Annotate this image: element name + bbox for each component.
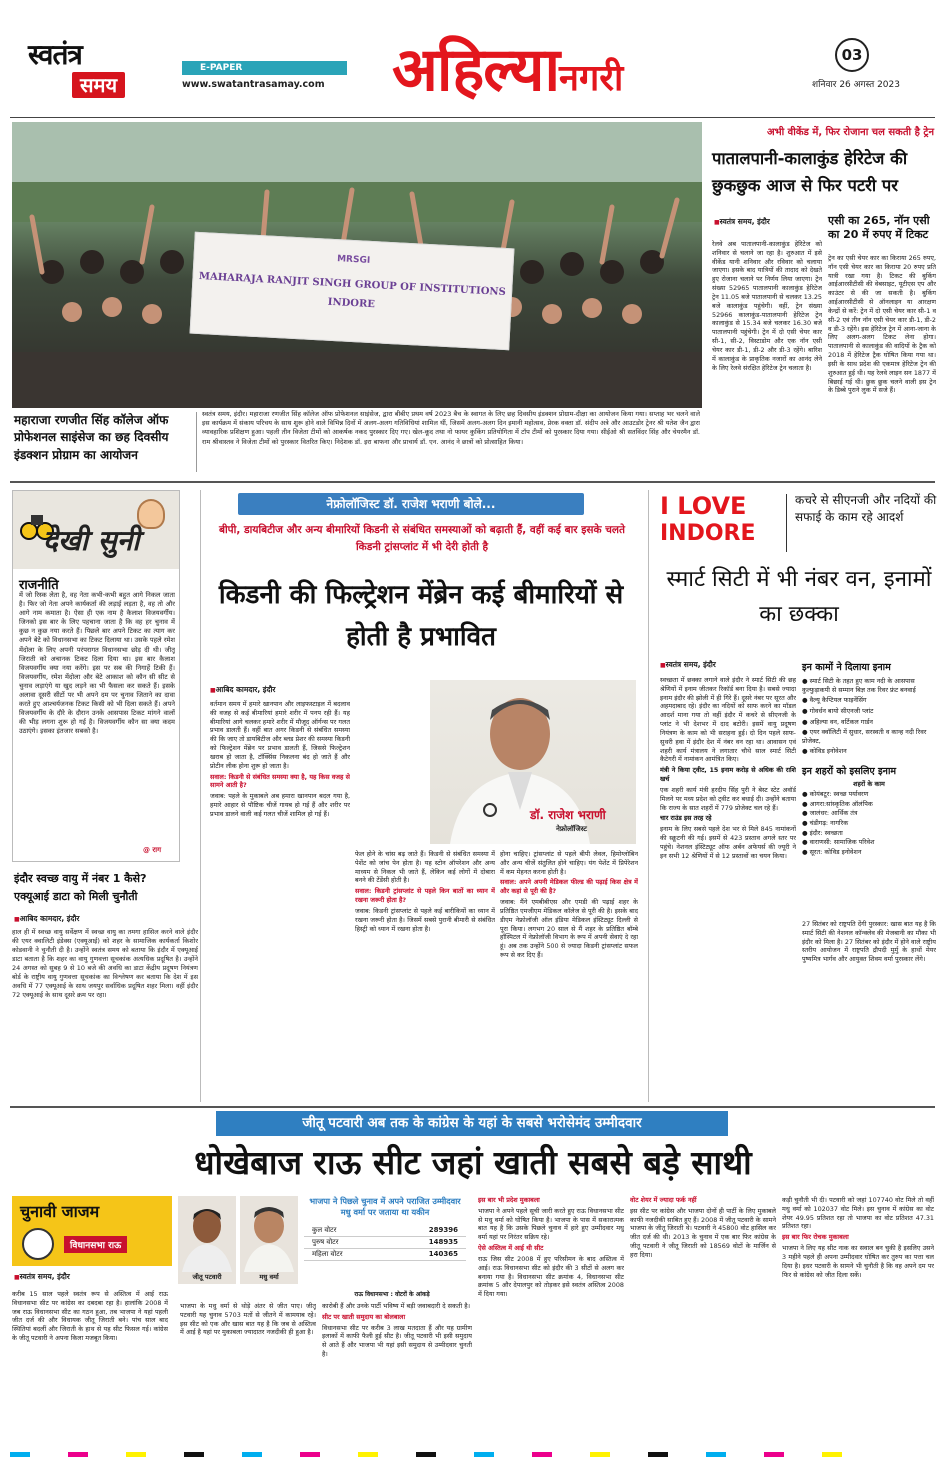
train-byline: ■ स्वतंत्र समय, इंदौर [714, 217, 770, 227]
smartcity-sub2: चार राउंड इस तरह रहे [660, 814, 712, 823]
list-item: ● वाराणसी: सामाजिक परिवेश [802, 838, 875, 847]
congress-col3-box [322, 1302, 472, 1442]
train-col2: ट्रेन का एसी चेयर कार का किराया 265 रुपए, नॉन एसी चेयर कार का किराया 20 रुपए प्रति यात्री रखा गया है। टिकट की बुकिंग आईआरसीटीसी की वेबसाइट, यूटीएस एप और काउंटर से की जा सकती है। बुकिंग आईआरसीटीसी से ऑनलाइन या आरक्षण केन्द्रों से करें: ट्रेन में दो एसी चेयर कार सी-1 व सी-2 एवं तीन नॉन एसी चेयर कार डी-1, डी-2 व डी-3 रहेंगे। इस हेरिटेज ट्रेन में आना-जाना के लिए अलग-अलग टिकट लेना होगा। पातालपानी से कालाकुंड की वादियों के ट्रैक को 2018 में हेरिटेज ट्रैक घोषित किया गया था। इसी के साथ प्रदेश की एकमात्र हेरिटेज ट्रेन की शुरुआत हुई थी। यह रेलवे लाइन सन 1877 में बिछाई गई थी। छुक छुक चलने वाली इस ट्रेन के डिब्बे पुराने लुक में सजे हैं। [828, 254, 936, 395]
kidney-col1-box [210, 700, 350, 1100]
kidney-col3: होना चाहिए। ट्रांसप्लांट से पहले बीपी लेवल, हिमोग्लोबिन और अन्य चीजें संतुलित होने चाहिए। यंग पेशेंट में प्रिपेरेशन में कम मेहनत करना होती है। [500, 850, 638, 876]
kidney-byline: ■ आबिद कामदार, इंदौर [210, 685, 275, 695]
list-item: ● कोयंबटूर: स्वच्छ पर्यावरण [802, 790, 869, 799]
edition-title [392, 30, 623, 110]
congress-sub6: वोट शेयर में ज्यादा फर्क नहीं [630, 1196, 697, 1204]
institution-banner [190, 232, 515, 351]
air-byline: ■ आबिद कामदार, इंदौर [14, 914, 79, 924]
air-body: हाल ही में स्वच्छ वायु सर्वेक्षण में स्वच्छ वायु का तमगा हासिल करने वाले इंदौर की एयर क्वालिटी इंडेक्स (एक्यूआई) को शहर के सामाजिक कार्यकर्ता किशोर कोडवानी ने चुनौती दी है। उन्होंने स्वतंत्र समय को बताया कि इंदौर में एक्यूआई डाटा बताता है कि शहर का वायु गुणवत्ता सूचकांक अत्यधिक प्रदूषित है। उन्होंने 24 अगस्त को सुबह 9 से 10 बजे की अवधि का डाटा केंद्रीय प्रदूषण नियंत्रण बोर्ड के राष्ट्रीय वायु गुणवत्ता सूचकांक का विश्लेषण कर बताया कि देश में इस अवधि में 77 एक्यूआई के साथ जयपुर सर्वाधिक प्रदूषित शहर मिला। वहीं इंदौर 72 एक्यूआई के साथ दूसरे क्रम पर रहा। [12, 928, 198, 999]
smartcity-body3: इनाम के लिए सबसे पहले देश भर से मिले 845 नामांकनों की स्क्रूटनी की गई। इसमें से 423 प्रस्ताव अगले स्तर पर पहुंचे। नेशनल इंस्टिट्यूट ऑफ अर्बन अफेयर्स की ज्यूरी ने इन सभी 12 श्रेणियों में से 12 प्रस्तावों का चयन किया। [660, 825, 796, 860]
smartcity-note: 27 सितंबर को राष्ट्रपति देंगी पुरस्कार: खास बात यह है कि स्मार्ट सिटी की नेशनल कॉन्क्लेव की मेजबानी का मौका भी इंदौर को मिला है। 27 सितंबर को इंदौर में होने वाले राष्ट्रीय स्तरीय आयोजन में राष्ट्रपति द्रौपदी मुर्मु के हाथों मेयर पुष्यमित्र भार्गव और आयुक्त शिवम वर्मा पुरस्कार लेंगे। [802, 920, 936, 964]
lead-caption: महाराजा रणजीत सिंह कॉलेज ऑफ प्रोफेशनल साइंसेज का छह दिवसीय इंडक्शन प्रोग्राम का आयोजन [14, 413, 169, 462]
congress-body8: कड़ी चुनौती भी दी। पटवारी को जहां 107740 वोट मिले तो वहीं मधु वर्मा को 102037 वोट मिले। इस चुनाव में कांग्रेस का वोट शेयर 49.95 प्रतिशत रहा तो भाजपा का वोट प्रतिशत 47.31 प्रतिशत रहा। [782, 1196, 934, 1231]
congress-body2: भाजपा के मधु वर्मा से थोड़े अंतर से जीत पाए। जीतू पटवारी यह चुनाव 5703 मतों से जीतने में कामयाब रहे। इस सीट को एक और खास बात यह है कि जब से अस्तित्व में आई है यहां पर मुकाबला ज्यादातर नजदीकी ही हुआ है। [180, 1302, 316, 1337]
awards-box [802, 660, 936, 920]
kidney-deck: बीपी, डायबिटीज और अन्य बीमारियों किडनी से संबंधित समस्याओं को बढ़ाती हैं, वहीं कई बार इसके चलते किडनी ट्रांसप्लांट में भी देरी होती है [218, 524, 626, 553]
candidate-photo-2 [240, 1196, 298, 1284]
awards-list [802, 677, 936, 756]
list-item: ● वैल्यू कैप्टियल फाइनेंसिंग [802, 696, 867, 705]
kidney-kicker: नेफ्रोलॉजिस्ट डॉ. राजेश भराणी बोले... [238, 493, 584, 515]
list-item: ● अहिल्या वन, वर्टिकल गार्डन [802, 717, 873, 726]
list-item: ● आगरा:सांस्कृतिक ऑलंपिक [802, 799, 873, 808]
edition-title-small: नगरी [559, 58, 624, 99]
candidate-photo-1 [178, 1196, 236, 1284]
list-item: ● गोवर्धन बायो सीएनजी प्लांट [802, 706, 874, 715]
list-item: ● चंडीगढ़: नागरिक [802, 818, 849, 827]
air-headline: इंदौर स्वच्छ वायु में नंबर 1 कैसे? एक्यूआई डाटा को मिली चुनौती [14, 872, 147, 903]
cities-subheading: शहरों के काम [853, 780, 885, 789]
kidney-a2: जवाब: किडनी ट्रांसप्लांट से पहले कई बारीकियों का ध्यान में रखना जरूरी होता है। जिसमें सबसे पुरानी बीमारी से संबंधित हिस्ट्री को ध्यान में रखना होता है। [355, 906, 495, 933]
banner-line2: INDORE [327, 296, 376, 311]
smartcity-headline: स्मार्ट सिटी में भी नंबर वन, इनामों का छक्का [666, 567, 932, 628]
candidate-name-1: जीतू पटवारी [192, 1273, 222, 1281]
congress-body6: राऊ जिस सीट 2008 में हुए परिसीमन के बाद अस्तित्व में आई। राऊ विधानसभा सीट को इंदौर की 3 सीटों से अलग कर बनाया गया है। विधानसभा सीट क्रमांक 4, विधानसभा सीट क्रमांक 5 और देपालपुर को तोड़कर इसे स्वतंत्र अस्तित्व 2008 में दिया गया। [478, 1254, 624, 1299]
cities-list [802, 790, 936, 857]
congress-body9: भाजपा ने लिए यह सीट नाक का सवाल बन चुकी है इसलिए उसने 3 महीने पहले ही अपना उम्मीदवार घोषित कर तुरुप का पत्ता चल दिया है। इधर पटवारी के सामने भी चुनौती है कि वह अपने दम पर फिर से कांग्रेस को जीत दिला सकें। [782, 1244, 934, 1279]
cities-heading: इन शहरों को इसलिए इनाम [802, 766, 897, 778]
list-item: ● इंदौर: स्वच्छता [802, 828, 843, 837]
kidney-headline: किडनी की फिल्ट्रेशन मेंब्रेन कई बीमारियों से होती है प्रभावित [218, 580, 624, 652]
page-number: 03 [835, 38, 869, 72]
kidney-col2-box [355, 850, 495, 1100]
congress-col4-box [478, 1196, 624, 1442]
congress-col6-box [782, 1196, 934, 1442]
awards-heading: इन कामों ने दिलाया इनाम [802, 662, 891, 673]
seat-label: विधानसभा राऊ [64, 1236, 127, 1253]
gossip-title: देखी सुनी [43, 524, 140, 557]
gossip-header [13, 491, 179, 569]
smartcity-aside: कचरे से सीएनजी और नदियों की सफाई के काम रहे आदर्श [795, 493, 937, 524]
smartcity-body2: एक शहरी कार्य मंत्री हरदीप सिंह पुरी ने बेस्ट स्टेट अवॉर्ड मिलने पर मध्य प्रदेश को ट्वीट कर बधाई दी। उन्होंने बताया कि राज्य के सात शहरों में 779 प्रोजेक्ट चल रहे हैं। [660, 785, 796, 812]
doctor-role: नेफ्रोलॉजिस्ट [556, 825, 587, 833]
list-item: ● स्मार्ट सिटी के तहत हुए काम नदी के आसपास कुल्फुड़ाकपी से सम्मान बिज्ञ तक रिवर फ्रंट बनवाई [802, 677, 916, 694]
congress-sub8: इस बार फिर रोचक मुकाबला [782, 1233, 849, 1242]
love-text: I LOVE [660, 492, 747, 520]
gossip-signoff: @ राग [143, 846, 162, 854]
congress-sub5: ऐसे अस्तित्व में आई थी सीट [478, 1244, 544, 1253]
cartoon-icon [22, 1228, 54, 1260]
ear-icon [137, 499, 165, 529]
gossip-lead-word: राजनीति [19, 578, 59, 593]
kidney-q3: सवाल: अपने अपनी मेडिकल फील्ड की पढ़ाई किस क्षेत्र में और कहां से पूरी की है? [500, 878, 638, 896]
list-item: ● कोविड इनोवेशन [802, 747, 847, 756]
kidney-q1: सवाल: किडनी से संबंधित समस्या क्या है, यह किस वजह से सामने आती है? [210, 772, 350, 790]
list-item: ● सूरत: कोविड इनोवेशन [802, 847, 862, 856]
indore-text: INDORE [660, 521, 756, 546]
congress-body4: विधानसभा सीट पर करीब 3 लाख मतदाता हैं और यह ग्रामीण इलाकों में काफी फैली हुई सीट है। जीतू पटवारी भी इसी समुदाय से आते हैं और भाजपा भी यहां इसी समुदाय से उम्मीदवार चुनती है। [322, 1323, 472, 1359]
kidney-q2: सवाल: किडनी ट्रांसप्लांट से पहले किन बातों का ध्यान में रखना जरूरी होता है? [355, 887, 495, 905]
doctor-name: डॉ. राजेश भराणी [530, 808, 606, 822]
edition-title-big: अहिल्या [392, 35, 559, 105]
congress-body1: करीब 15 साल पहले स्वतंत्र रूप से अस्तित्व में आई राऊ विधानसभा सीट पर कांग्रेस का दबदबा रहा है। हालांकि 2008 में जब राऊ विधानसभा सीट का गठन हुआ, तब भाजपा ने यहां पहली जीत दर्ज की और विधायक जीतू जिराती बने। पांच साल बाद स्थितियां बदलीं और जिराती के हाथ से यह सीट फिसल गई। कांग्रेस के जीतू पटवारी ने अपना किला मजबूत किया। [12, 1290, 168, 1343]
train-kicker: अभी वीकेंड में, फिर रोजाना चल सकती है ट्रेन [766, 127, 934, 138]
kidney-col2: फेल होने के चांस बढ़ जाते हैं। किडनी से संबंधित समस्या में पेशेंट को जांच पेन होता है। यह स्टोन ऑपरेशन और अन्य माध्यम से निकल भी जाते हैं, लेकिन कई लोगों में दोबारा बनने की टेंडेंसी होती है। [355, 850, 495, 885]
voter-table-title: भाजपा ने पिछले चुनाव में अपने पराजित उम्मीदवार मधु वर्मा पर जताया था यकीन [309, 1196, 461, 1218]
congress-body5: भाजपा ने अपने पहले सूची जारी करते हुए राऊ विधानसभा सीट से मधु वर्मा को घोषित किया है। भाजपा के पास में सकारात्मक बात यह है कि उसके पिछले चुनाव में हारे हुए उम्मीदवार मधु वर्मा यहां पर निरंतर सक्रिय रहे। [478, 1206, 624, 1242]
masthead [0, 0, 945, 118]
voter-table [304, 1196, 466, 1302]
list-item: ● जालंधर: आर्थिक तंत्र [802, 809, 858, 818]
smartcity-sub1: मंत्री ने किया ट्वीट, 15 इनाम करोड़ से अधिक की राशि खर्च [660, 766, 796, 784]
kidney-a1: जवाब: पहले के मुकाबले अब हमारा खानपान बदल गया है, हमारे आहार से पौष्टिक चीजें गायब हो गई हैं और शरीर पर प्रभाव डालने वाली कई गलत चीजें शामिल हो गई हैं। [210, 792, 350, 818]
brand-logo [28, 40, 168, 102]
series-title: चुनावी जाजम [20, 1202, 100, 1221]
table-row: पुरुष वोटर 148935 [304, 1237, 466, 1249]
doctor-photo [430, 680, 636, 844]
kidney-a3: जवाब: मैंने एमबीबीएस और एमडी की पढ़ाई शहर के प्रतिष्ठित एमजीएम मेडिकल कॉलेज से पूरी की है। इसके बाद डीएम नेफ्रोलॉजी ऑल इंडिया मेडिकल इंस्टिट्यूट दिल्ली से पूरा किया। लगभग 20 साल से मैं शहर के प्रतिष्ठित बॉम्बे हॉस्पिटल में नेफ्रोलॉजी विभाग के रूप में अपनी सेवाएं दे रहा हूं। अब तक उन्होंने 500 से ज्यादा किडनी ट्रांसप्लांट सफल रूप से कर दिए हैं। [500, 898, 638, 960]
list-item: ● एयर क्वॉलिटी में सुधार, सरस्वती व कान्ह नदी रिवर प्रोजेक्ट, [802, 728, 927, 745]
table-row: महिला वोटर 140365 [304, 1249, 466, 1261]
brand-bottom: समय [72, 72, 125, 98]
congress-byline: ■ स्वतंत्र समय, इंदौर [14, 1272, 70, 1282]
banner-logo: MRSGI [336, 254, 371, 266]
registration-marks [0, 1452, 945, 1462]
lead-photo [12, 122, 702, 408]
gossip-box [12, 490, 180, 862]
gossip-body: में जो रिस्क लेता है, वह नेता कभी-कभी बहुत आगे निकल जाता है। फिर जो नेता अपने कार्यकर्ता की लड़ाई लड़ता है, वह तो और आगे नाम कमाता है। ऐसा ही एक नाम है कैलाश विजयवर्गीय। जिनको इस बार के लिए पहचाना जाता है कि वह हर चुनाव में कुछ न कुछ नया करते हैं। पिछले बार अपने टिकट का त्याग कर अपने बेटे को विधानसभा का टिकट दिलाया था। उसके पहले रमेश मेंदोला के लिए अपनी परंपरागत विधानसभा छोड़ दी थी। जीतू जिराती को अचानक टिकट दिला दिया था। इस बार कैलाश विजयवर्गीय क्या नया करेंगे। इस पर सब की निगाहें टिकी हैं। विजयवर्गीय, रमेश मेंदोला और बेटे आकाश को कौन सी सीट से चुनाव लड़ाएंगे या खुद लड़ने का भी फैसला कर सकते हैं। इसके अलावा दूसरी सीटों पर भी अपने दम पर चुनाव जिताने का दावा करते हुए आश्चर्यजनक टिकट किसी को भी दिला सकते हैं। अपने विजयवर्गीय के दौरे के दौरान उनके आसपास टिकट मांगने वालों की भीड़ लगना शुरू हो गई है। विजयवर्गीय कौन सा क्या कदम उठाएंगे। इसका इंतजार सबको है। [19, 591, 175, 736]
brand-top: स्वतंत्र [28, 38, 82, 71]
train-subhead: एसी का 265, नॉन एसी का 20 में रुपए में टिकट [828, 214, 930, 241]
train-headline: पातालपानी-कालाकुंड हेरिटेज की छुकछुक आज से फिर पटरी पर [712, 149, 908, 196]
congress-headline: धोखेबाज राऊ सीट जहां खाती सबसे बड़े साथी [194, 1143, 752, 1182]
congress-sub4: इस बार भी प्रदेश मुकाबला [478, 1196, 540, 1204]
table-row: कुल वोटर 289396 [304, 1225, 466, 1237]
voter-table-caption: राऊ विधानसभा : वोटरों के आंकड़े [354, 1291, 430, 1298]
kidney-col1: वर्तमान समय में हमारे खानपान और लाइफस्टाइल में बदलाव की वजह से कई बीमारियां हमारे शरीर में पनप रही हैं। यह बीमारियां आगे चलकर हमारे शरीर में मौजूद ऑर्गन्स पर गलत प्रभाव डालती हैं। वहीं बात अगर किडनी से संबंधित समस्या की कि जाए तो डायबिटीज और ब्लड प्रेशर की समस्या किडनी को फिल्ट्रेशन मेंब्रेन पर प्रभाव डालती हैं, जिससे फिल्ट्रेशन खराब हो जाता है, टॉक्सिंस निकलना बंद हो जाते हैं और प्रोटीन लीक होना शुरू हो जाता है। [210, 700, 350, 770]
epaper-label: E-PAPER [182, 61, 347, 75]
congress-col5-box [630, 1196, 776, 1442]
banner-line1: MAHARAJA RANJIT SINGH GROUP OF INSTITUTIONS [198, 270, 507, 299]
lead-body: स्वतंत्र समय, इंदौर। महाराजा रणजीत सिंह कॉलेज ऑफ प्रोफेशनल साइंसेज, द्वारा बीबीए प्रथम वर्ष 2023 बैच के स्वागत के लिए छह दिवसीय इंडक्शन प्रोग्राम-दीक्षा का आयोजन किया गया। सप्ताह भर चलने वाले इस कार्यक्रम में संकाय परिचय के साथ शुरू होने वाले विभिन्न दिनों में अलग-अलग गतिविधियां शामिल थीं, जिसमें अलग-अलग दिन इमानी महोत्सव, प्रेरक वक्ता डॉ. संदीप अत्रे और आउटडोर ट्रेनर श्री यतेश जैन द्वारा व्यावहारिक प्रशिक्षण हुआ। पहली तीन विजेता टीमों को आकर्षक नकद पुरस्कार दिए गए। खेल-कूद तथा नो फायर कुकिंग प्रतियोगिता में टॉप टीमों को पुरस्कार दिया गया। सीईओ श्री सतविंदर सिंह और चेयरमैन डॉ. राम श्रीवास्तव ने विजेता टीमों को पुरस्कार वितरित किए। निदेशक डॉ. इरा बाफना और प्राचार्य डॉ. एन. आनंद ने छात्रों को प्रोत्साहित किया। [202, 410, 700, 446]
site-link[interactable]: www.swatantrasamay.com [182, 79, 325, 90]
congress-body3: कारोबी हैं और उनके पार्टी भविष्य में बड़ी जवाबदारी दे सकती है। [322, 1302, 471, 1310]
i-love-indore [660, 492, 780, 552]
congress-body7: इस सीट पर कांग्रेस और भाजपा दोनों ही पार्टी के लिए मुकाबले काफी नजदीकी साबित हुए हैं। 2008 में जीतू पटवारी के सामने भाजपा के जीतू जिराती थे। पटवारी ने 45800 वोट हासिल कर जीत दर्ज की थी। 2013 के चुनाव में एक बार फिर कांग्रेस के जीतू पटवारी ने जीतू जिराती को 18569 वोटों के मार्जिन से हरा दिया। [630, 1206, 776, 1259]
smartcity-byline: ■ स्वतंत्र समय, इंदौर [660, 660, 716, 670]
smartcity-col1-box [660, 676, 796, 1102]
congress-strap: जीतू पटवारी अब तक के कांग्रेस के यहां के सबसे भरोसेमंद उम्मीदवार [216, 1111, 728, 1136]
candidate-name-2: मधु वर्मा [259, 1273, 279, 1281]
smartcity-body1: स्वच्छता में छक्का लगाने वाले इंदौर ने स्मार्ट सिटी की छह श्रेणियों में इनाम जीतकर रिकॉर्ड बना दिया है। सबसे ज्यादा इनाम इंदौर की झोली में ही गिरे हैं। दूसरे नंबर पर सूरत और अहमदाबाद रहे। इंदौर का नदियों को साफ करने का मॉडल आदर्श माना गया तो वहीं इंदौर में कचरे से सीएनजी के प्लांट ने भी देशभर में दाद बटोरी। इसमें वायु प्रदूषण नियंत्रण के काम को भी सराहना हुई। दो दिन पहले साफ-सुथरी हवा में इंदौर देश में नंबर वन रहा था। आवासन एवं शहरी कार्य मंत्रालय ने लगातार चौथे साल स्मार्ट सिटी कैटेगरी में नामांकन आमंत्रित किए। [660, 676, 796, 764]
issue-date: शनिवार 26 अगस्त 2023 [812, 80, 900, 90]
kidney-col3-box [500, 850, 638, 1100]
congress-sub3: सीट पर खाती समुदाय का बोलबाला [322, 1312, 406, 1321]
series-badge [12, 1196, 172, 1266]
train-col1: रेलवे अब पातालपानी-कालाकुंड हेरिटेज को शनिवार से चलाने जा रहा है। शुरुआत में इसे वीकेंड यानी शनिवार और रविवार को चलाया जाएगा। इसके बाद यात्रियों की तादाद को देखते हुए रोजाना चलाने पर निर्णय लिया जाएगा। ट्रेन संख्या 52965 पातालपानी कालाकुंड हेरिटेज ट्रेन 11.05 बजे पातालपानी से चलकर 13.25 बजे कालाकुंड पहुंचेगी। वहीं, ट्रेन संख्या 52966 कालाकुंड-पातालपानी हेरिटेज ट्रेन कालाकुंड से 15.34 बजे चलकर 16.30 बजे पातालपानी पहुंचेगी। ट्रेन में दो एसी चेयर कार सी-1, सी-2, विस्टाडोम और एक नॉन एसी चेयर कार डी-1, डी-2 और डी-3 रहेंगे। बारिश में कालाकुंड के प्राकृतिक नजारों का आनंद लेने के लिए रेलवे संरक्षित हेरिटेज ट्रेन चलाता है। [712, 240, 822, 372]
